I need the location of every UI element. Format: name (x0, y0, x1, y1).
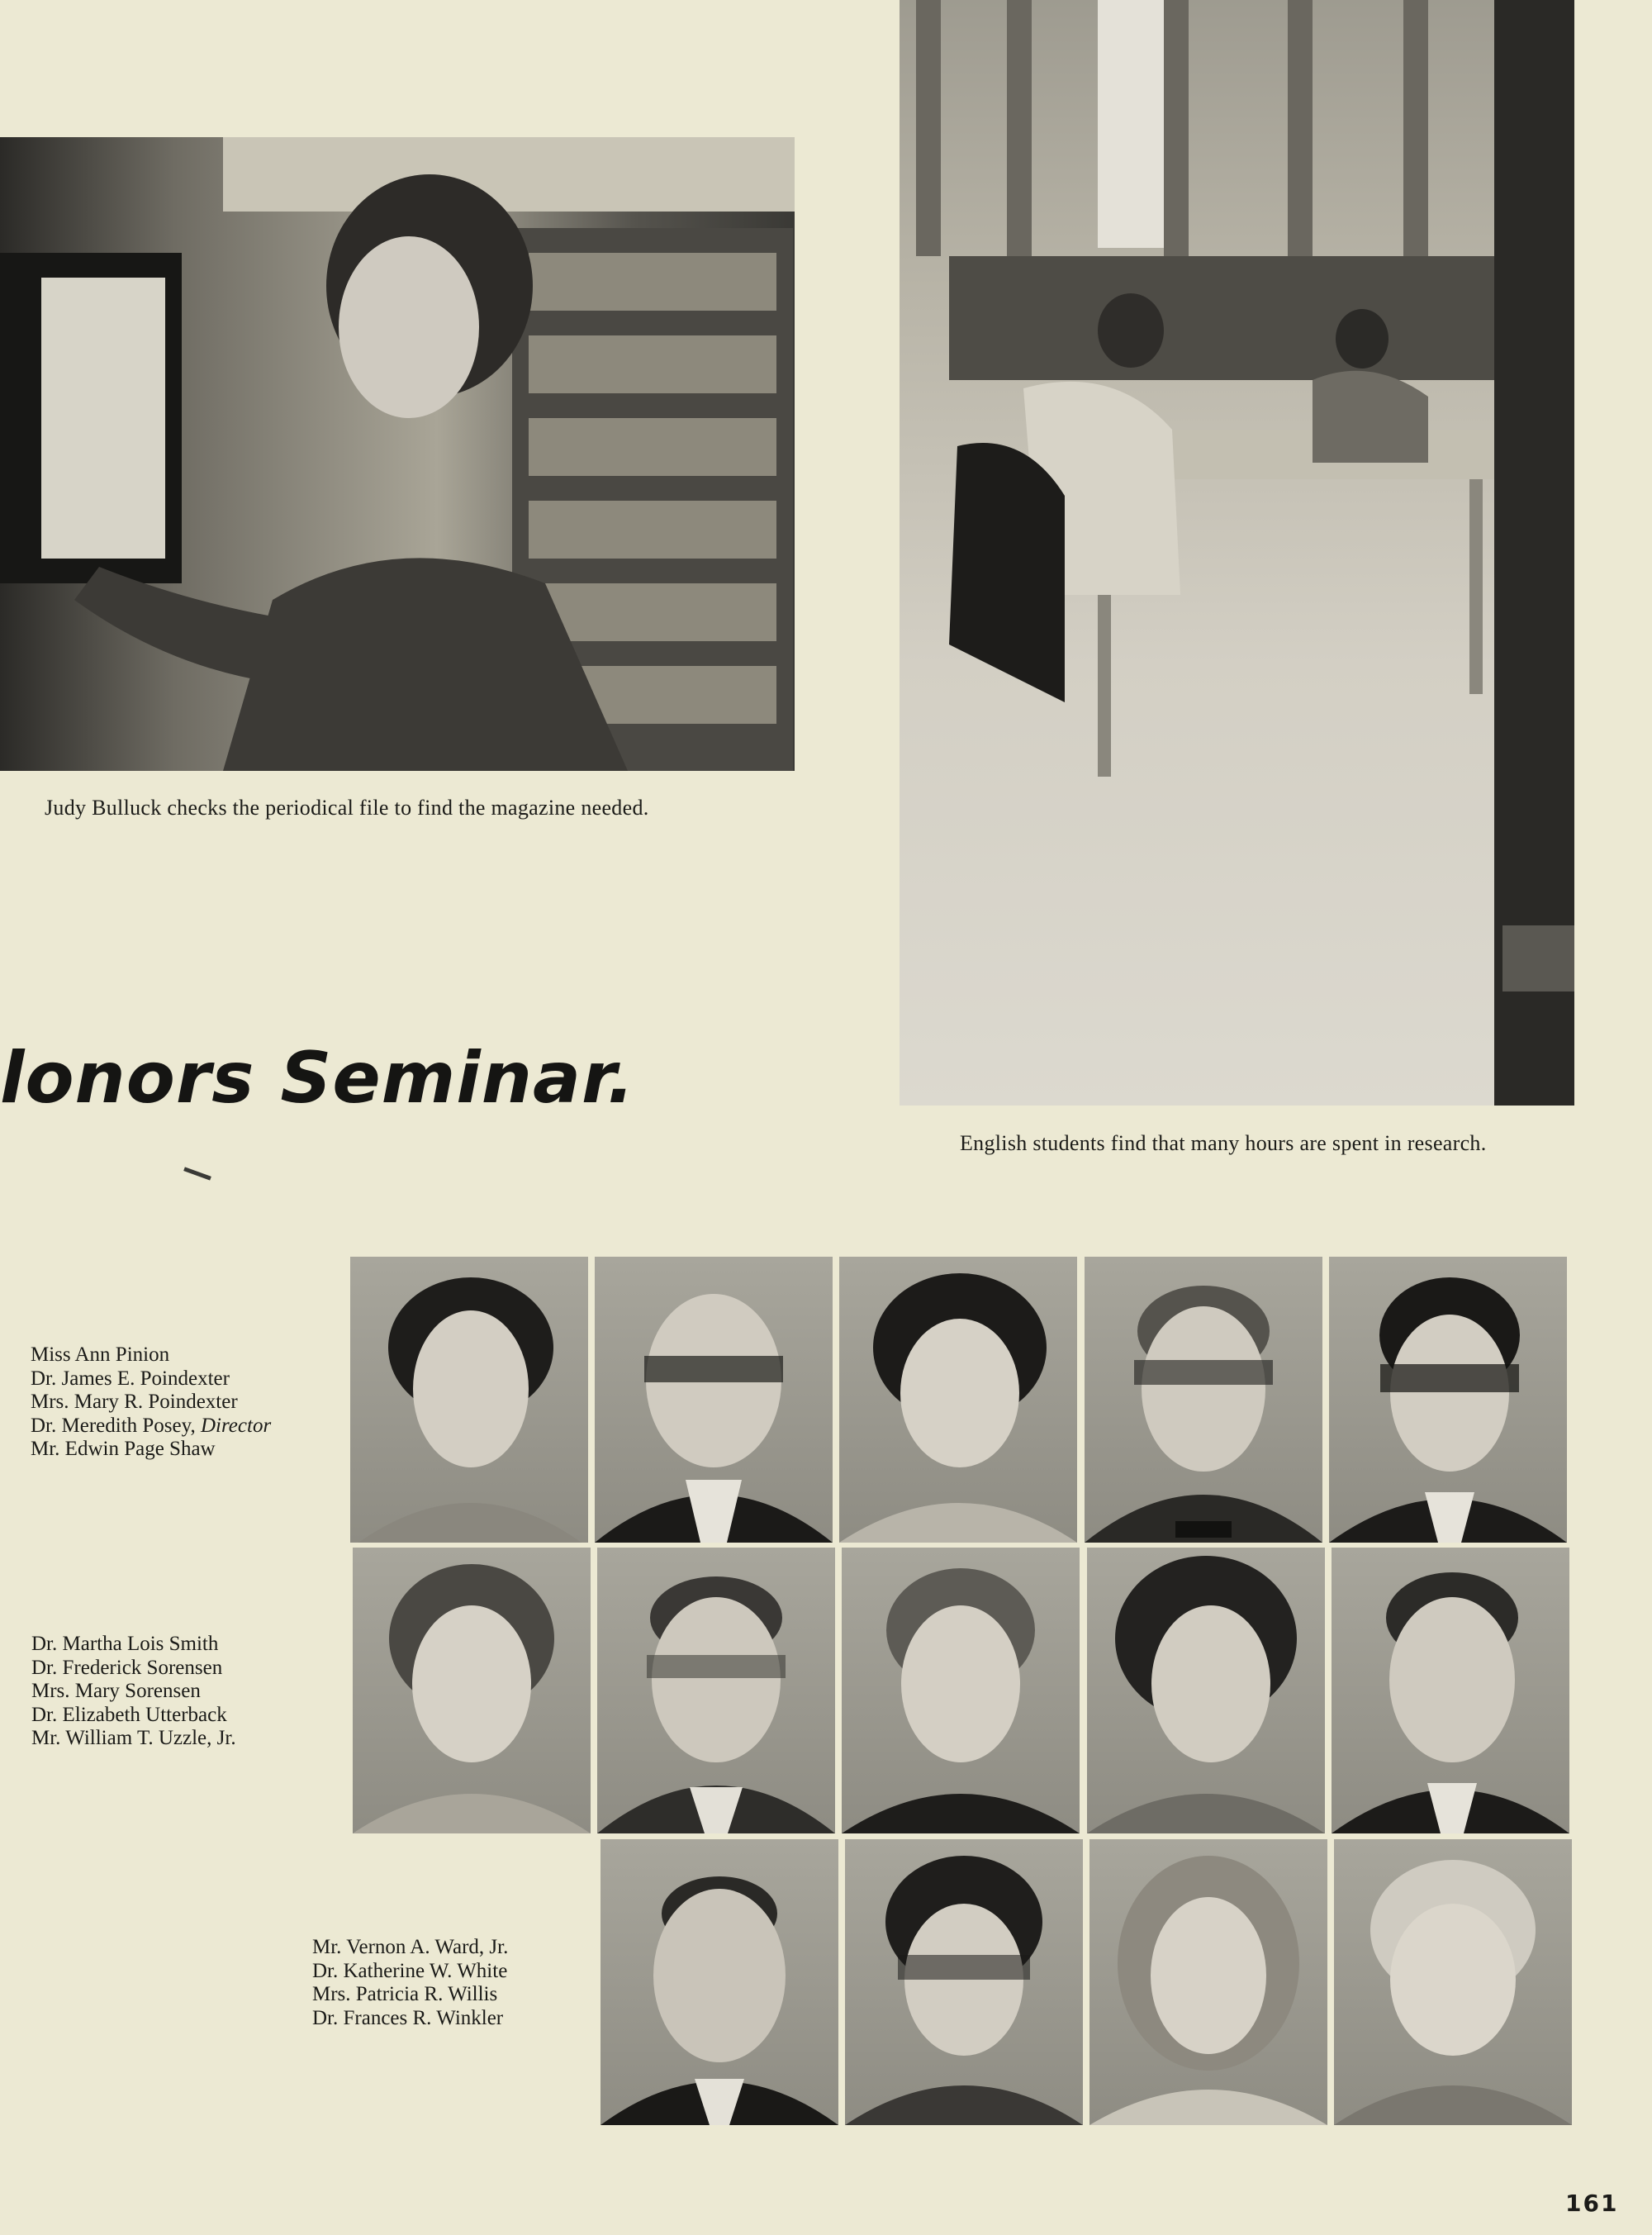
faculty-name: Dr. Katherine W. White (312, 1959, 508, 1982)
faculty-name: Mr. Edwin Page Shaw (31, 1438, 216, 1460)
portrait-vernon-ward (601, 1839, 838, 2125)
faculty-names-group-2 (31, 1633, 236, 1751)
portrait-mary-poindexter (839, 1257, 1077, 1543)
stray-mark (183, 1167, 211, 1180)
library-photo-caption: English students find that many hours are spent in research. (960, 1131, 1487, 1155)
honors-seminar-heading: lonors Seminar. (0, 1037, 635, 1120)
portrait-frances-winkler (1334, 1839, 1572, 2125)
page-number: 161 (1565, 2190, 1619, 2217)
faculty-name: Mr. William T. Uzzle, Jr. (31, 1727, 236, 1749)
faculty-name: Dr. Meredith Posey, (31, 1414, 196, 1437)
portrait-frederick-sorensen (597, 1548, 835, 1833)
faculty-name: Mrs. Mary R. Poindexter (31, 1391, 238, 1413)
periodical-file-photo (0, 137, 795, 771)
faculty-name: Mrs. Mary Sorensen (31, 1680, 201, 1702)
faculty-name: Dr. Elizabeth Utterback (31, 1703, 227, 1726)
faculty-title: Director (201, 1414, 272, 1437)
faculty-name: Mrs. Patricia R. Willis (312, 1983, 498, 2005)
faculty-name: Dr. Frederick Sorensen (31, 1656, 223, 1679)
faculty-name: Dr. James E. Poindexter (31, 1367, 230, 1390)
portrait-james-poindexter (595, 1257, 833, 1543)
faculty-name: Dr. Martha Lois Smith (31, 1633, 219, 1655)
portrait-ann-pinion (350, 1257, 588, 1543)
portrait-meredith-posey (1085, 1257, 1322, 1543)
library-reading-room-photo (900, 0, 1574, 1106)
faculty-name: Mr. Vernon A. Ward, Jr. (312, 1936, 509, 1958)
portrait-mary-sorensen (842, 1548, 1080, 1833)
portrait-katherine-white (845, 1839, 1083, 2125)
faculty-names-group-3 (312, 1936, 508, 2030)
portrait-martha-smith (353, 1548, 591, 1833)
portrait-edwin-shaw (1329, 1257, 1567, 1543)
portrait-elizabeth-utterback (1087, 1548, 1325, 1833)
periodical-photo-caption: Judy Bulluck checks the periodical file to find the magazine needed. (45, 796, 649, 820)
portrait-william-uzzle (1332, 1548, 1569, 1833)
faculty-name: Dr. Frances R. Winkler (312, 2006, 504, 2029)
faculty-name: Miss Ann Pinion (31, 1343, 170, 1366)
portrait-patricia-willis (1089, 1839, 1327, 2125)
faculty-name-with-title (31, 1415, 271, 1438)
faculty-names-group-1 (31, 1343, 271, 1462)
